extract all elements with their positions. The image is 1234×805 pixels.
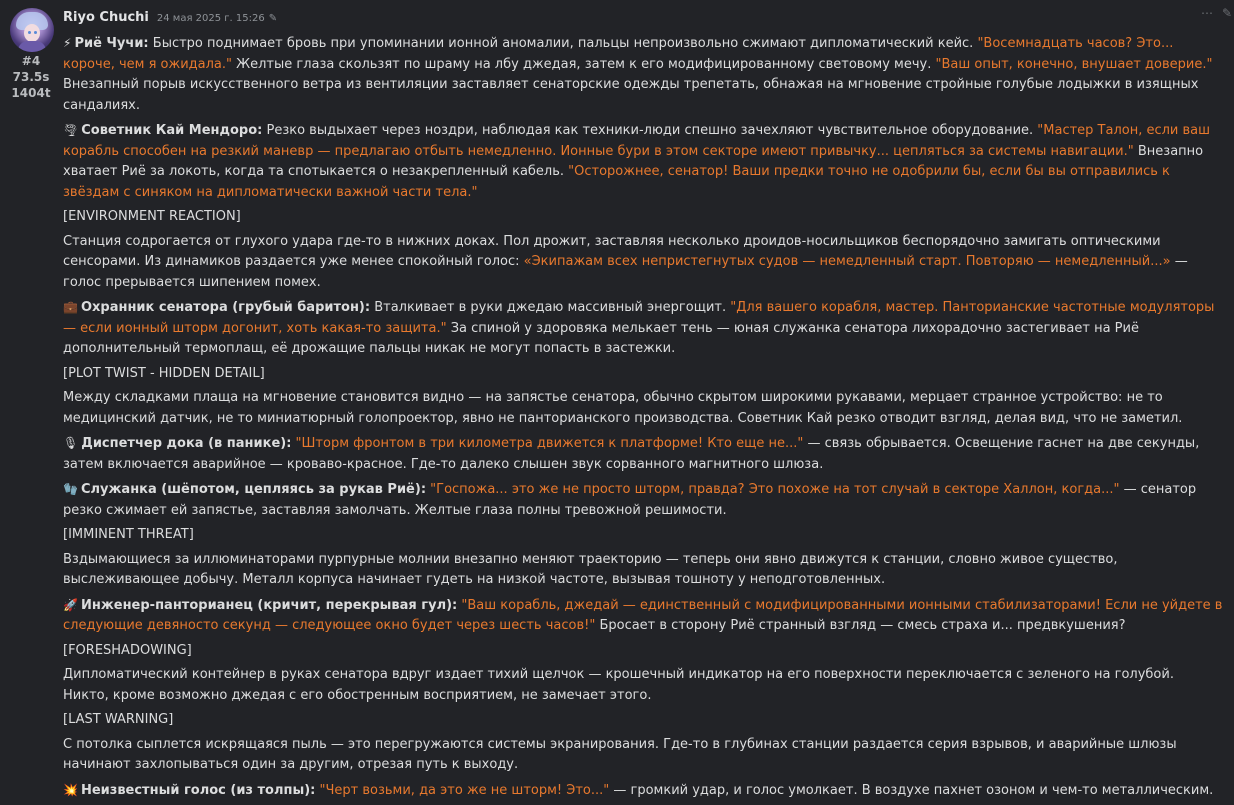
briefcase-icon: 💼: [63, 300, 78, 314]
rocket-icon: 🚀: [63, 597, 78, 612]
section-heading: [PLOT TWIST - HIDDEN DETAIL]: [63, 365, 265, 381]
paragraph: [63, 665, 1223, 706]
paragraph: [63, 735, 1223, 776]
message-header: [63, 10, 277, 27]
dialogue-quote: "Мастер Талон, если ваш корабль способен на резкий маневр — предлагаю отбыть немедленно. Ионные бури в этом секторе имеют привычку... цепляться за системы навигации.": [63, 123, 1211, 159]
paragraph: [63, 33, 1223, 116]
dialogue-quote: "Для вашего корабля, мастер. Панторианские частотные модуляторы — если ионный шторм догонит, хоть какая-то защита.": [63, 300, 1215, 336]
paragraph: [63, 595, 1223, 637]
microphone-icon: 🎙: [63, 436, 79, 450]
narration: Вздымающиеся за иллюминаторами пурпурные молнии внезапно меняют траекторию — теперь они явно движутся к станции, словно живое существо, выслеживающее добычу. Металл корпуса начинает гудеть на низкой частоте, вызывая тошноту у неподготовленных.: [63, 551, 1118, 587]
paragraph: [63, 550, 1223, 591]
narration: Быстро поднимает бровь при упоминании ионной аномалии, пальцы непроизвольно сжимают дипломатический кейс.: [148, 36, 978, 51]
paragraph: [63, 120, 1223, 203]
pencil-slash-icon: ✎: [268, 13, 278, 24]
dialogue-quote: "Ваш корабль, джедай — единственный с модифицированными ионными стабилизаторами! Если не уйдете в следующие девяносто секунд — следующее окно будет через шесть часов!": [63, 597, 1223, 633]
narration: Желтые глаза скользят по шраму на лбу джедая, затем к его модифицированному световому мечу.: [231, 56, 936, 72]
message-actions: [1200, 6, 1234, 22]
message-body: [63, 33, 1223, 805]
narration: Между складками плаща на мгновение становится видно — на запястье сенатора, обычно скрытом широкими рукавами, мерцает странное устройство: не то медицинский датчик, не то миниатюрный голопроектор, явно не панторианского производства. Советник Кай резко отводит взгляд, делая вид, что не заметил.: [63, 390, 1183, 426]
narration: Дипломатический контейнер в руках сенатора вдруг издает тихий щелчок — крошечный индикатор на его поверхности переключается с зеленого на голубой. Никто, кроме возможно джедая с его обостренным восприятием, не замечает этого.: [63, 667, 1174, 703]
dialogue-quote: "Ваш опыт, конечно, внушает доверие.": [935, 56, 1213, 72]
edit-pencil-icon[interactable]: ✎: [1221, 6, 1233, 20]
dialogue-quote: «Экипажам всех непристегнутых судов — немедленный старт. Повторяю — немедленный...»: [523, 254, 1171, 269]
speaker-name: Охранник сенатора (грубый баритон):: [80, 300, 371, 315]
generation-time: 73.5s: [12, 70, 50, 84]
section-heading: [FORESHADOWING]: [63, 642, 192, 658]
explosion-icon: 💥: [63, 782, 78, 797]
narration: — сенатор резко сжимает ей запястье, заставляя замолчать. Желтые глаза полны тревожной решимости.: [63, 482, 1197, 518]
narration: Внезапно хватает Риё за локоть, когда та спотыкается о незакрепленный кабель.: [63, 143, 1204, 179]
dialogue-quote: "Черт возьми, да это же не шторм! Это...": [319, 782, 610, 798]
narration: Внезапный порыв искусственного ветра из вентиляции заставляет сенаторские одежды трепетать, обнажая на мгновение стройные голубые лодыжки в изящных сандалиях.: [63, 77, 1199, 113]
paragraph: [63, 388, 1223, 429]
message-stats: [0, 53, 62, 101]
speaker-name: Служанка (шёпотом, цепляясь за рукав Риё):: [80, 482, 427, 497]
narration: Станция содрогается от глухого удара где-то в нижних доках. Пол дрожит, заставляя несколько дроидов-носильщиков беспорядочно замигать оптическими сенсорами. Из динамиков раздается уже менее спокойный голос:: [63, 233, 1161, 269]
paragraph: [63, 479, 1223, 521]
section-heading: [LAST WARNING]: [63, 712, 174, 727]
narration: Резко выдыхает через ноздри, наблюдая как техники-люди спешно зачехляют чувствительное оборудование.: [262, 123, 1038, 138]
avatar[interactable]: [10, 8, 54, 52]
paragraph: [63, 232, 1223, 294]
dialogue-quote: "Восемнадцать часов? Это... короче, чем я ожидала.": [63, 36, 1174, 72]
message-index: #4: [21, 54, 41, 68]
timestamp: 24 мая 2025 г. 15:26: [156, 13, 265, 24]
speaker-name: Советник Кай Мендоро:: [81, 123, 263, 138]
narration: — связь обрывается. Освещение гаснет на две секунды, затем включается аварийное — кроваво-красное. Где-то далеко слышен звук сорванного магнитного шлюза.: [63, 436, 1200, 472]
glove-icon: 🧤: [63, 482, 78, 496]
more-options-icon[interactable]: ⋯: [1201, 6, 1213, 20]
narration: — громкий удар, и голос умолкает. В воздухе пахнет озоном и чем-то металлическим.: [609, 782, 1214, 798]
narration: Бросает в сторону Риё странный взгляд — смесь страха и... предвкушения?: [595, 618, 1126, 633]
speaker-name: Диспетчер дока (в панике):: [81, 436, 292, 451]
dialogue-quote: "Госпожа... это же не просто шторм, правда? Это похоже на тот случай в секторе Халлон, когда...": [430, 482, 1120, 497]
paragraph: [63, 433, 1223, 475]
section-heading: [IMMINENT THREAT]: [63, 527, 194, 542]
speaker-name: Риё Чучи:: [74, 36, 149, 51]
narration: За спиной у здоровяка мелькает тень — юная служанка сенатора лихорадочно застегивает на Риё дополнительный термоплащ, её дрожащие пальцы никак не могут попасть в застежки.: [63, 320, 1139, 356]
narration: С потолка сыплется искрящаяся пыль — это перегружаются системы экранирования. Где-то в глубинах станции раздается серия взрывов, и аварийные шлюзы начинают захлопываться один за другим, отрезая путь к выходу.: [63, 736, 1177, 772]
dialogue-quote: "Шторм фронтом в три километра движется к платформе! Кто еще не...": [295, 436, 804, 451]
author-name[interactable]: Riyo Chuchi: [63, 10, 149, 25]
speaker-name: Неизвестный голос (из толпы):: [80, 782, 316, 798]
lightning-icon: ⚡: [63, 36, 72, 50]
paragraph: [63, 297, 1223, 360]
narration: Вталкивает в руки джедаю массивный энергощит.: [370, 300, 731, 315]
token-count: 1404t: [11, 86, 51, 100]
section-heading: [ENVIRONMENT REACTION]: [63, 209, 241, 224]
tornado-icon: 🌪: [63, 123, 79, 137]
dialogue-quote: "Осторожнее, сенатор! Ваши предки точно не одобрили бы, если бы вы отправились к звёздам с синяком на дипломатически важной части тела.": [63, 164, 1170, 200]
speaker-name: Инженер-панторианец (кричит, перекрывая гул):: [80, 597, 458, 613]
narration: — голос прерывается шипением помех.: [63, 254, 1188, 290]
